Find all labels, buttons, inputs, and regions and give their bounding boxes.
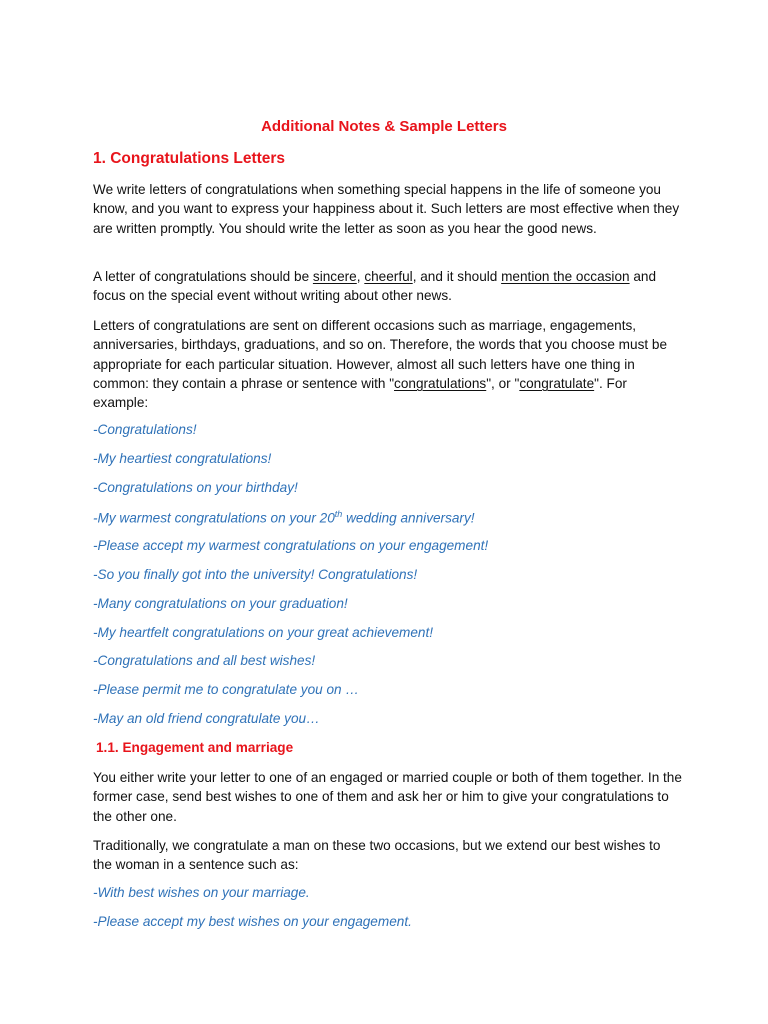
underlined-congratulate: congratulate <box>519 375 595 391</box>
example-line: -My heartfelt congratulations on your great achievement! <box>93 625 434 640</box>
paragraph-engagement: You either write your letter to one of an engaged or married couple or both of them together. In the former case, send best wishes to one of them and ask her or him to give your congratulations to the other one. <box>93 770 682 824</box>
paragraph-occasions: Letters of congratulations are sent on different occasions such as marriage, engagements, anniversaries, birthdays, graduations, and so on. Therefore, the words that you choose must be appropriate for each particular situation. However, almost all such letters have one thing in common: they contain a phrase or sentence with "congratulations", or "congratulate". For example: <box>93 318 668 411</box>
example-line: -Congratulations on your birthday! <box>93 480 298 495</box>
example-line: -Many congratulations on your graduation! <box>93 596 348 611</box>
example-line: -Congratulations and all best wishes! <box>93 653 316 668</box>
section-heading: 1. Congratulations Letters <box>93 150 286 167</box>
example-line-anniversary: -My warmest congratulations on your 20th wedding anniversary! <box>93 509 475 526</box>
example-line: -Please permit me to congratulate you on … <box>93 682 359 697</box>
underlined-cheerful: cheerful <box>364 269 413 284</box>
underlined-congratulations: congratulations <box>394 375 487 391</box>
paragraph-intro: We write letters of congratulations when something special happens in the life of someone you know, and you want to express your happiness about it. Such letters are most effective when they are written promptly. You should write the letter as soon as you hear the good news. <box>93 182 680 236</box>
example-line: -Please accept my best wishes on your engagement. <box>93 914 412 929</box>
example-line: -My heartiest congratulations! <box>93 451 272 466</box>
paragraph-qualities: A letter of congratulations should be sincere, cheerful, and it should mention the occasion and focus on the special event without writing about other news. <box>93 269 657 304</box>
document-title: Additional Notes & Sample Letters <box>261 118 507 135</box>
example-line: -Congratulations! <box>93 422 197 437</box>
underlined-mention-occasion: mention the occasion <box>501 269 630 284</box>
underlined-sincere: sincere <box>312 269 357 284</box>
paragraph-traditionally: Traditionally, we congratulate a man on these two occasions, but we extend our best wishes to the woman in a sentence such as: <box>93 838 661 873</box>
example-line: -With best wishes on your marriage. <box>93 885 310 900</box>
example-line: -Please accept my warmest congratulations on your engagement! <box>93 538 489 553</box>
example-line: -So you finally got into the university! Congratulations! <box>93 567 418 582</box>
subsection-heading: 1.1. Engagement and marriage <box>96 740 294 755</box>
example-line: -May an old friend congratulate you… <box>93 711 320 726</box>
